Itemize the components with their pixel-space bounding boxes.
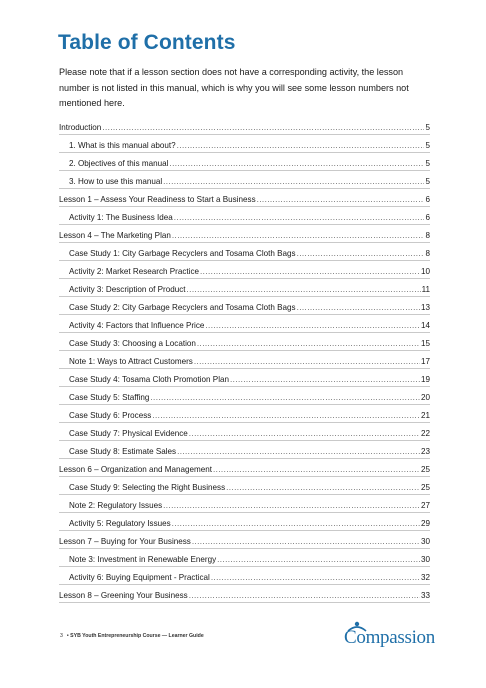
toc-entry-page-number: 25 <box>420 465 430 474</box>
toc-dot-leader <box>174 213 425 222</box>
toc-entry-label: Note 2: Regulatory Issues <box>69 501 163 510</box>
toc-entry[interactable] <box>59 243 430 261</box>
toc-dot-leader <box>172 231 425 240</box>
footer-page-number: 3 <box>60 633 63 639</box>
toc-entry-page-number: 29 <box>420 519 430 528</box>
toc-entry-page-number: 19 <box>420 375 430 384</box>
toc-entry-label: Lesson 6 – Organization and Management <box>59 465 212 474</box>
toc-entry[interactable] <box>59 153 430 171</box>
toc-entry[interactable] <box>59 513 430 531</box>
toc-entry-page-number: 17 <box>420 357 430 366</box>
toc-entry[interactable] <box>59 351 430 369</box>
toc-entry-label: 2. Objectives of this manual <box>69 159 169 168</box>
toc-entry[interactable] <box>59 189 430 207</box>
toc-entry[interactable] <box>59 279 430 297</box>
toc-dot-leader <box>150 393 420 402</box>
toc-entry-label: Activity 3: Description of Product <box>69 285 186 294</box>
toc-dot-leader <box>211 573 420 582</box>
toc-dot-leader <box>189 591 420 600</box>
toc-entry[interactable] <box>59 567 430 585</box>
compassion-logo <box>344 621 440 651</box>
toc-entry-label: Note 3: Investment in Renewable Energy <box>69 555 217 564</box>
toc-entry-label: Case Study 3: Choosing a Location <box>69 339 196 348</box>
toc-dot-leader <box>230 375 420 384</box>
toc-entry-label: Case Study 9: Selecting the Right Business <box>69 483 226 492</box>
toc-dot-leader <box>205 321 420 330</box>
toc-dot-leader <box>163 501 420 510</box>
toc-entry-page-number: 21 <box>420 411 430 420</box>
toc-dot-leader <box>297 303 420 312</box>
toc-dot-leader <box>163 177 424 186</box>
toc-entry-page-number: 13 <box>420 303 430 312</box>
toc-entry-page-number: 5 <box>425 123 430 132</box>
toc-entry-page-number: 8 <box>425 231 430 240</box>
toc-dot-leader <box>102 123 424 132</box>
toc-entry[interactable] <box>59 225 430 243</box>
toc-entry[interactable] <box>59 333 430 351</box>
toc-dot-leader <box>177 141 425 150</box>
page-footer <box>60 633 204 639</box>
toc-entry-label: Case Study 4: Tosama Cloth Promotion Plan <box>69 375 230 384</box>
toc-entry-label: Case Study 5: Staffing <box>69 393 150 402</box>
toc-dot-leader <box>187 285 421 294</box>
toc-entry-label: Case Study 1: City Garbage Recyclers and Tosama Cloth Bags <box>69 249 296 258</box>
toc-entry-page-number: 15 <box>420 339 430 348</box>
toc-entry[interactable] <box>59 477 430 495</box>
toc-dot-leader <box>197 339 420 348</box>
toc-entry-label: Activity 1: The Business Idea <box>69 213 173 222</box>
logo-wordmark: Compassion <box>344 627 435 648</box>
toc-dot-leader <box>192 537 420 546</box>
toc-entry-label: Case Study 7: Physical Evidence <box>69 429 188 438</box>
toc-entry[interactable] <box>59 135 430 153</box>
toc-entry-page-number: 6 <box>425 213 430 222</box>
toc-entry-label: Activity 2: Market Research Practice <box>69 267 199 276</box>
toc-entry-label: Activity 5: Regulatory Issues <box>69 519 171 528</box>
toc-entry[interactable] <box>59 207 430 225</box>
toc-entry-page-number: 5 <box>425 177 430 186</box>
toc-entry[interactable] <box>59 261 430 279</box>
toc-entry-label: Lesson 4 – The Marketing Plan <box>59 231 171 240</box>
toc-entry-page-number: 33 <box>420 591 430 600</box>
toc-entry-label: 1. What is this manual about? <box>69 141 176 150</box>
toc-entry-page-number: 22 <box>420 429 430 438</box>
toc-entry[interactable] <box>59 495 430 513</box>
toc-dot-leader <box>226 483 420 492</box>
intro-paragraph: Please note that if a lesson section does not have a corresponding activity, the lesson number is not listed in this manual, which is why you will see some lesson numbers not mentioned here. <box>59 67 409 108</box>
toc-entry-page-number: 5 <box>425 159 430 168</box>
toc-entry-page-number: 27 <box>420 501 430 510</box>
toc-entry[interactable] <box>59 423 430 441</box>
toc-entry-page-number: 20 <box>420 393 430 402</box>
toc-entry-label: 3. How to use this manual <box>69 177 163 186</box>
footer-course-title: • SYB Youth Entrepreneurship Course — Learner Guide <box>66 633 204 639</box>
toc-entry-label: Case Study 2: City Garbage Recyclers and Tosama Cloth Bags <box>69 303 296 312</box>
toc-entry-page-number: 11 <box>421 285 430 294</box>
toc-dot-leader <box>189 429 420 438</box>
toc-entry[interactable] <box>59 405 430 423</box>
toc-entry-label: Lesson 7 – Buying for Your Business <box>59 537 191 546</box>
toc-dot-leader <box>213 465 420 474</box>
toc-entry-page-number: 6 <box>425 195 430 204</box>
toc-entry-page-number: 14 <box>420 321 430 330</box>
toc-entry-page-number: 23 <box>420 447 430 456</box>
toc-dot-leader <box>297 249 425 258</box>
toc-entry-page-number: 8 <box>425 249 430 258</box>
toc-entry-label: Lesson 1 – Assess Your Readiness to Start a Business <box>59 195 256 204</box>
toc-entry-label: Case Study 8: Estimate Sales <box>69 447 177 456</box>
toc-dot-leader <box>194 357 420 366</box>
toc-entry-page-number: 5 <box>425 141 430 150</box>
toc-dot-leader <box>152 411 420 420</box>
table-of-contents <box>59 117 430 603</box>
toc-entry[interactable] <box>59 117 430 135</box>
page-title: Table of Contents <box>58 31 236 54</box>
toc-entry-label: Note 1: Ways to Attract Customers <box>69 357 193 366</box>
toc-entry-label: Lesson 8 – Greening Your Business <box>59 591 188 600</box>
toc-entry[interactable] <box>59 387 430 405</box>
toc-entry-label: Activity 4: Factors that Influence Price <box>69 321 205 330</box>
toc-dot-leader <box>172 519 420 528</box>
toc-entry-page-number: 30 <box>420 537 430 546</box>
toc-entry[interactable] <box>59 171 430 189</box>
toc-entry-label: Activity 6: Buying Equipment - Practical <box>69 573 210 582</box>
toc-entry[interactable] <box>59 549 430 567</box>
toc-dot-leader <box>217 555 420 564</box>
toc-entry-page-number: 25 <box>420 483 430 492</box>
toc-entry-label: Case Study 6: Process <box>69 411 152 420</box>
toc-dot-leader <box>200 267 420 276</box>
toc-dot-leader <box>257 195 425 204</box>
toc-entry-label: Introduction <box>59 123 102 132</box>
toc-entry[interactable] <box>59 459 430 477</box>
toc-dot-leader <box>169 159 424 168</box>
toc-entry[interactable] <box>59 297 430 315</box>
toc-entry[interactable] <box>59 441 430 459</box>
toc-entry[interactable] <box>59 369 430 387</box>
toc-entry[interactable] <box>59 585 430 603</box>
toc-entry-page-number: 10 <box>420 267 430 276</box>
toc-dot-leader <box>177 447 420 456</box>
toc-entry-page-number: 30 <box>420 555 430 564</box>
toc-entry[interactable] <box>59 315 430 333</box>
toc-entry[interactable] <box>59 531 430 549</box>
toc-entry-page-number: 32 <box>420 573 430 582</box>
